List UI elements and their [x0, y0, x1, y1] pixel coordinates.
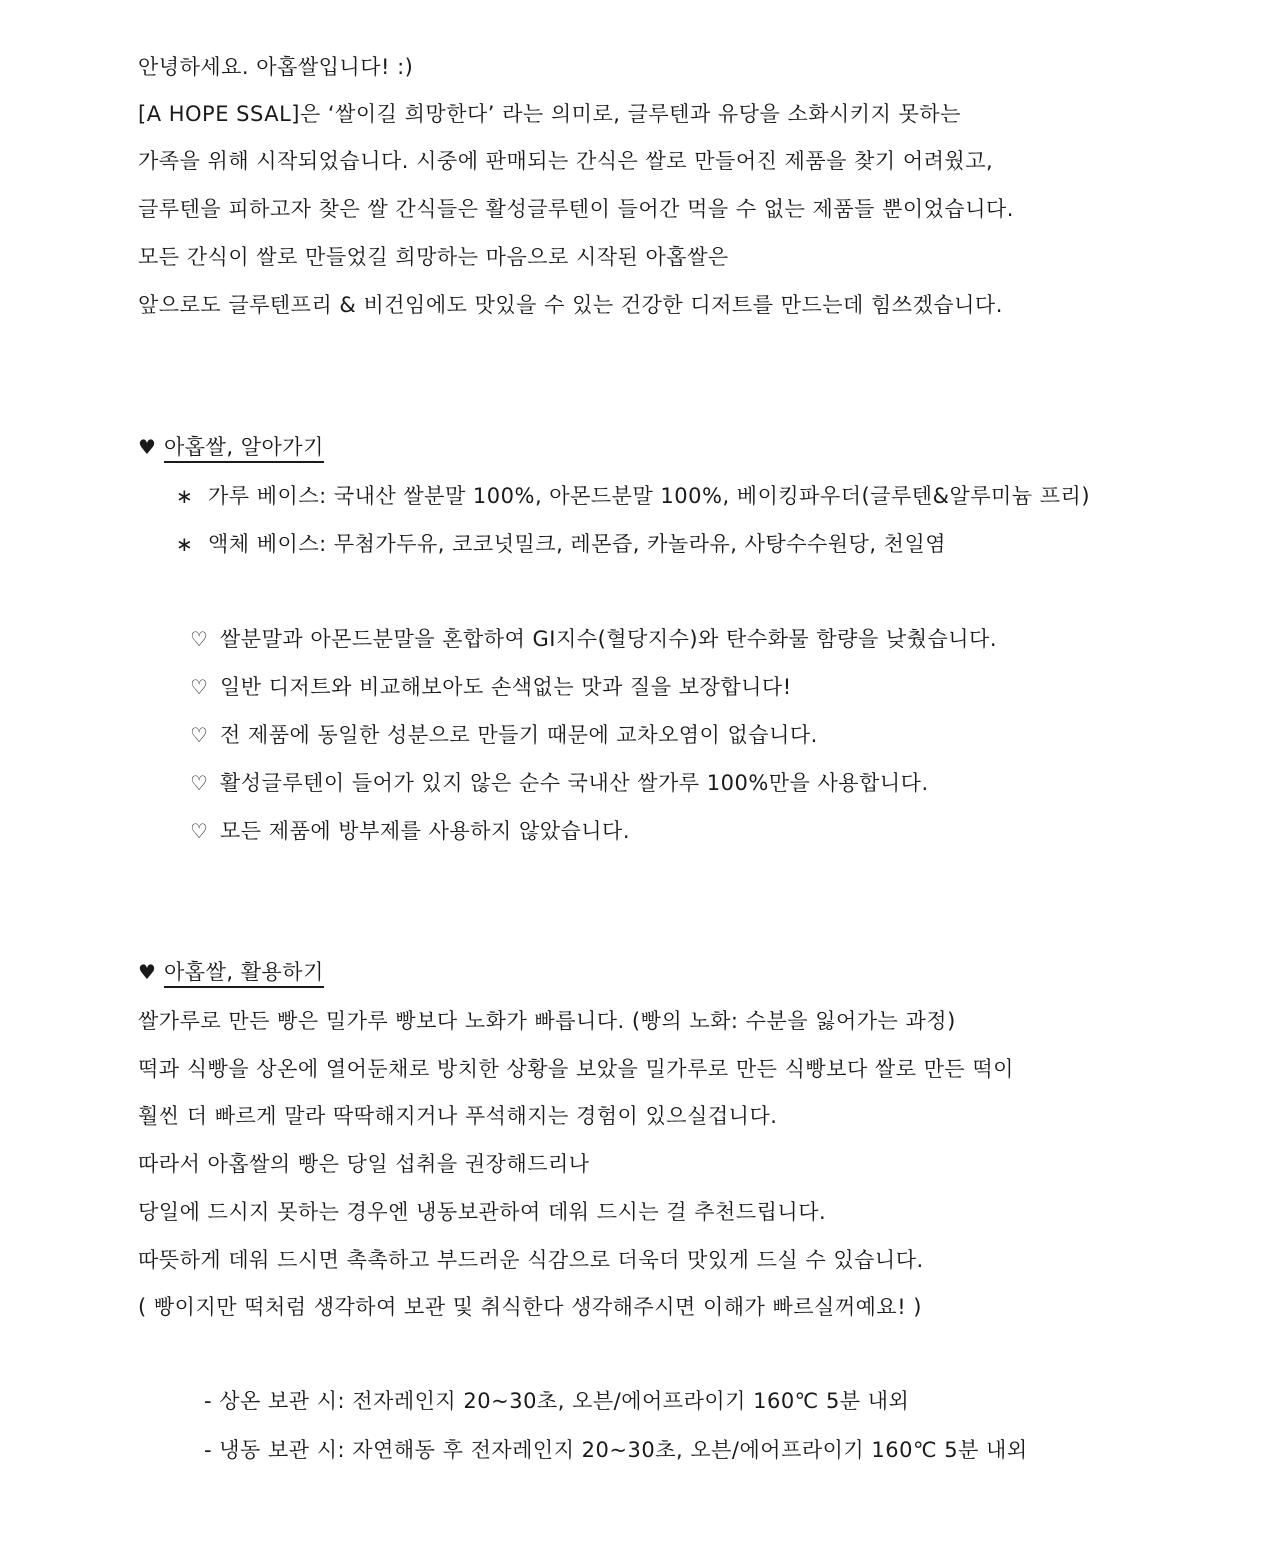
point-item	[190, 624, 997, 654]
section-know-heading	[138, 432, 324, 462]
use-line: 쌀가루로 만든 빵은 밀가루 빵보다 노화가 빠릅니다. (빵의 노화: 수분을 잃어가는 과정)	[138, 1009, 956, 1033]
heart-outline-icon: ♡	[190, 819, 209, 843]
point-item	[190, 768, 929, 798]
intro-line: [A HOPE SSAL]은 ‘쌀이길 희망한다’ 라는 의미로, 글루텐과 유당을 소화시키지 못하는	[138, 102, 961, 126]
heart-icon: ♥	[138, 435, 157, 459]
use-line: 따라서 아홉쌀의 빵은 당일 섭취을 권장해드리나	[138, 1152, 590, 1176]
heart-outline-icon: ♡	[190, 627, 209, 651]
point-item	[190, 816, 630, 846]
intro-line: 가족을 위해 시작되었습니다. 시중에 판매되는 간식은 쌀로 만들어진 제품을 찾기 어려웠고,	[138, 149, 994, 173]
section-use-title: 아홉쌀, 활용하기	[164, 959, 324, 988]
point-item-text: 전 제품에 동일한 성분으로 만들기 때문에 교차오염이 없습니다.	[220, 723, 818, 747]
intro-line: 안녕하세요. 아홉쌀입니다! :)	[138, 55, 414, 79]
use-line: 따뜻하게 데워 드시면 촉촉하고 부드러운 식감으로 더욱더 맛있게 드실 수 있습니다.	[138, 1248, 924, 1272]
asterisk-icon: ∗	[176, 532, 194, 556]
use-line: 당일에 드시지 못하는 경우엔 냉동보관하여 데워 드시는 걸 추천드립니다.	[138, 1200, 827, 1224]
base-item	[176, 529, 946, 559]
section-know-title: 아홉쌀, 알아가기	[164, 434, 324, 463]
heart-outline-icon: ♡	[190, 723, 209, 747]
use-line: 떡과 식빵을 상온에 열어둔채로 방치한 상황을 보았을 밀가루로 만든 식빵보다 쌀로 만든 떡이	[138, 1057, 1014, 1081]
storage-line: - 상온 보관 시: 전자레인지 20~30초, 오븐/에어프라이기 160℃ 5분 내외	[204, 1389, 910, 1413]
point-item	[190, 720, 818, 750]
intro-line: 앞으로도 글루텐프리 & 비건임에도 맛있을 수 있는 건강한 디저트를 만드는데 힘쓰겠습니다.	[138, 293, 1003, 317]
intro-line: 모든 간식이 쌀로 만들었길 희망하는 마음으로 시작된 아홉쌀은	[138, 245, 729, 269]
point-item	[190, 672, 792, 702]
asterisk-icon: ∗	[176, 484, 194, 508]
point-item-text: 쌀분말과 아몬드분말을 혼합하여 GI지수(혈당지수)와 탄수화물 함량을 낮췄습니다.	[220, 627, 998, 651]
heart-icon: ♥	[138, 960, 157, 984]
storage-line: - 냉동 보관 시: 자연해동 후 전자레인지 20~30초, 오븐/에어프라이기 160℃ 5분 내외	[204, 1438, 1028, 1462]
heart-outline-icon: ♡	[190, 771, 209, 795]
use-line: 훨씬 더 빠르게 말라 딱딱해지거나 푸석해지는 경험이 있으실겁니다.	[138, 1104, 778, 1128]
point-item-text: 일반 디저트와 비교해보아도 손색없는 맛과 질을 보장합니다!	[220, 675, 792, 699]
base-item-text: 가루 베이스: 국내산 쌀분말 100%, 아몬드분말 100%, 베이킹파우더(글루텐&알루미늄 프리)	[208, 484, 1091, 508]
section-use-heading	[138, 957, 324, 987]
heart-outline-icon: ♡	[190, 675, 209, 699]
point-item-text: 활성글루텐이 들어가 있지 않은 순수 국내산 쌀가루 100%만을 사용합니다.	[220, 771, 929, 795]
point-item-text: 모든 제품에 방부제를 사용하지 않았습니다.	[220, 819, 631, 843]
base-item	[176, 481, 1090, 511]
intro-line: 글루텐을 피하고자 찾은 쌀 간식들은 활성글루텐이 들어간 먹을 수 없는 제품들 뿐이었습니다.	[138, 197, 1014, 221]
use-line: ( 빵이지만 떡처럼 생각하여 보관 및 취식한다 생각해주시면 이해가 빠르실꺼예요! )	[138, 1295, 922, 1319]
base-item-text: 액체 베이스: 무첨가두유, 코코넛밀크, 레몬즙, 카놀라유, 사탕수수원당, 천일염	[208, 532, 947, 556]
